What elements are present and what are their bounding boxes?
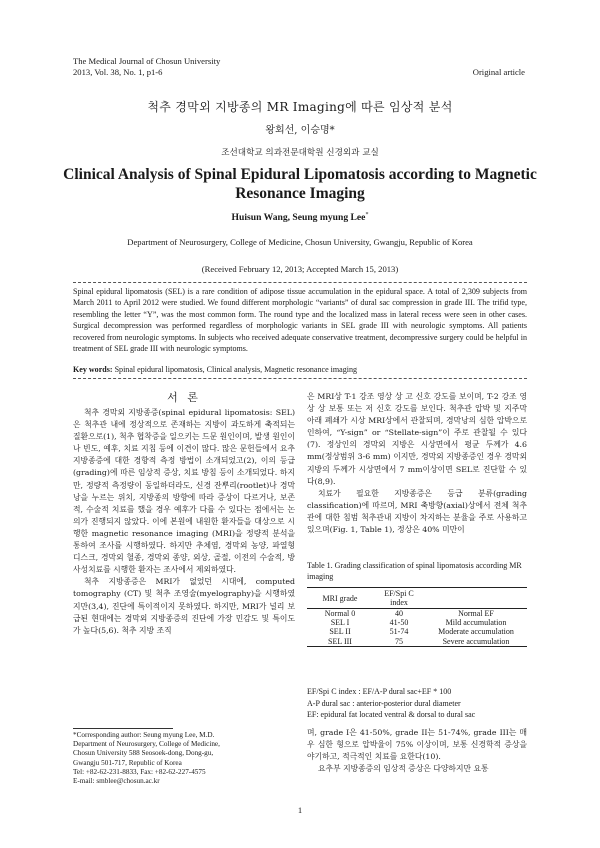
authors-english	[0, 212, 600, 223]
right-column-body	[307, 391, 527, 536]
table-cell: 41-50	[389, 618, 409, 628]
footnote-line: Tel: +82-62-231-8833, Fax: +82-62-227-4575	[73, 767, 206, 776]
abstract-top-rule	[73, 282, 527, 283]
page-number: 1	[297, 805, 303, 815]
footnote-line: Chosun University 588 Seosoek-dong, Dong-gu,	[73, 749, 214, 758]
left-column-body	[73, 407, 295, 637]
table-cell: 75	[373, 637, 425, 647]
paragraph: 은 MRI상 T-1 강조 영상 상 고 신호 강도를 보이며, T-2 강조 영상 상 보통 또는 저 신호 강도를 보인다. 척추관 압박 및 지주막 아래 폐쇄가 시상 MRI상에서 관찰되며, 경막낭의 심한 압박으로 인하여, “Y-sign” or “Stellate-sign”이 주로 관찰될 수 있다(7). 정상인의 경막외 지방은 시상면에서 평균 두께가 4.6 mm(정상범위 3-6 mm) 이지만, 경막외 지방종증인 경우 경막외 지방의 두께가 시상면에서 7 mm이상이면 SEL로 진단할 수 있다(8,9).	[307, 392, 527, 486]
table-header	[425, 588, 527, 609]
journal-header	[73, 56, 220, 78]
corresponding-author-footnote	[73, 731, 295, 786]
paragraph: 며, grade I은 41-50%, grade II는 51-74%, grade III는 매우 심한 형으로 압박율이 75% 이상이며, 보통 신경학적 증상을 야기하고, 적극적인 치료를 요한다(10).	[307, 728, 527, 762]
abstract-bottom-rule	[73, 378, 527, 379]
table-cell: 51-74	[389, 627, 409, 637]
affiliation-korean: 조선대학교 의과전문대학원 신경외과 교실	[221, 148, 379, 158]
section-title-introduction: 서 론	[167, 391, 201, 404]
affiliation-english: Department of Neurosurgery, College of Medicine, Chosun University, Gwangju, Republic of Korea	[127, 237, 473, 247]
paragraph: 척추 지방종증은 MRI가 없었던 시대에, computed tomography (CT) 및 척추 조영술(myelography)을 시행하였지만(3,4), 진단에 특이적이지 못하였다. 하지만, MRI가 널리 보급된 현대에는 경막외 지방종증의 진단에 가장 민감도 및 특이도가 높다(5,6). 척추 지방 조직	[73, 577, 295, 635]
table-note: A-P dural sac : anterior-posterior dural diameter	[307, 698, 461, 708]
title-korean: 척추 경막외 지방종의 MR Imaging에 따른 임상적 분석	[147, 100, 453, 114]
footnote-line: Department of Neurosurgery, College of Medicine,	[73, 740, 220, 749]
corresponding-mark: *	[365, 212, 369, 218]
table-caption: Table 1. Grading classification of spinal lipomatosis according MR imaging	[307, 561, 522, 581]
table-header: EF/Spi C index	[373, 588, 425, 609]
table-cell: Normal EF	[458, 609, 494, 618]
received-dates: (Received February 12, 2013; Accepted March 15, 2013)	[201, 264, 399, 274]
table-row	[307, 627, 527, 636]
footnote-line: *Corresponding author: Seung myung Lee, M.D.	[73, 731, 215, 739]
journal-name: The Medical Journal of Chosun University	[73, 56, 221, 66]
abstract: Spinal epidural lipomatosis (SEL) is a rare condition of adipose tissue accumulation in the epidural space. A total of 2,309 subjects from March 2011 to April 2012 were studied. We found different morphologic “variants” of dural sac compression in grade III. The trifid type, resembling the letter “Y”, was the most common form. The round type and the localized mass in lateral recess were seen in other cases. Surgical decompression was performed regardless of morphologic variants in SEL grade III with neurologic symptoms. All patients recovered from neurologic symptoms. In subjects who received adequate conservative treatment, decompressive surgery could be helpful in treatment of SEL grade III with neurologic symptoms.	[73, 287, 527, 354]
journal-volume: 2013, Vol. 38, No. 1, p1-6	[73, 67, 163, 77]
table-note: EF/Spi C index : EF/A-P dural sac+EF * 100	[307, 687, 452, 696]
paragraph: 척추 경막외 지방종증(spinal epidural lipomatosis: SEL)은 척추관 내에 정상적으로 존재하는 지방이 과도하게 축적되는 질환으로(1), 척추 협착증을 일으키는 드문 원인이며, 발생 원인이나 빈도, 예후, 치료 지침 등에 이견이 많다. 많은 문헌들에서 요추 지방종증에 대한 경향적 측정 방법이 소개되었고(2), 이의 등급(grading)에 따른 임상적 증상, 치료 방침 등이 소개되었다. 하지만, 정량적 측정량이 동일하더라도, 신경 잔뿌리(rootlet)나 경막낭을 누르는 위치, 지방종의 방향에 따라 증상이 다르거나, 보존적, 수술적 치료를 했을 경우 예후가 다를 수 있다는 점에서는 논의가 진행되지 않았다. 이에 본원에 내원한 환자들을 대상으로 시행한 magnetic resonance imaging (MRI)을 정량적 분석을 통하여 조사를 시행하였다. 하지만 추체염, 경막외 농양, 파열형 디스크, 경막외 혈종, 경막외 종양, 외상, 골절, 이전의 수술적, 방사성치료를 시행한 환자는 조사에서 제외하였다.	[73, 408, 295, 575]
paragraph: 치료가 필요한 지방종증은 등급 분류(grading classification)에 따르며, MRI 축방향(axial)상에서 전체 척추관에 대한 침범 척추관내 지방이 차지하는 분율을 주로 사용하고 있으며(Fig. 1, Table 1), 정상은 40% 미만이	[307, 488, 527, 535]
table-cell: 40	[395, 609, 403, 618]
article-type: Original article	[472, 67, 525, 77]
table-cell: Mild accumulation	[445, 618, 507, 628]
keywords	[73, 365, 527, 374]
right-column-body-continued	[307, 727, 527, 775]
table-row	[307, 618, 527, 627]
table-notes	[307, 686, 527, 721]
table-cell: Severe accumulation	[425, 637, 527, 647]
keywords-text: Spinal epidural lipomatosis, Clinical analysis, Magnetic resonance imaging	[112, 365, 358, 374]
grading-table	[307, 587, 527, 647]
table-header-row	[307, 588, 527, 609]
table-cell: Moderate accumulation	[438, 627, 514, 637]
footnote-line: E-mail: smblee@chosun.ac.kr	[73, 777, 160, 786]
keywords-label: Key words:	[73, 365, 113, 374]
table-row	[307, 609, 527, 619]
table-cell: SEL II	[329, 627, 351, 637]
footnote-line: Gwangju 501-717, Republic of Korea	[73, 758, 182, 767]
title-english: Clinical Analysis of Spinal Epidural Lipomatosis according to Magnetic Resonance Imaging	[63, 166, 537, 202]
footnote-rule	[73, 728, 173, 729]
table-header: MRI grade	[307, 588, 373, 609]
table-row	[307, 637, 527, 647]
table-cell: SEL I	[330, 618, 350, 628]
authors-english-names: Huisun Wang, Seung myung Lee	[231, 212, 366, 224]
authors-korean: 왕회선, 이승명*	[265, 125, 335, 136]
table-cell: SEL III	[307, 637, 373, 647]
table-cell: Normal 0	[324, 609, 356, 618]
table-note: EF: epidural fat located ventral & dorsal to dural sac	[307, 710, 476, 720]
paragraph: 요추부 지방종증의 임상적 증상은 다양하지만 요통	[318, 764, 489, 774]
